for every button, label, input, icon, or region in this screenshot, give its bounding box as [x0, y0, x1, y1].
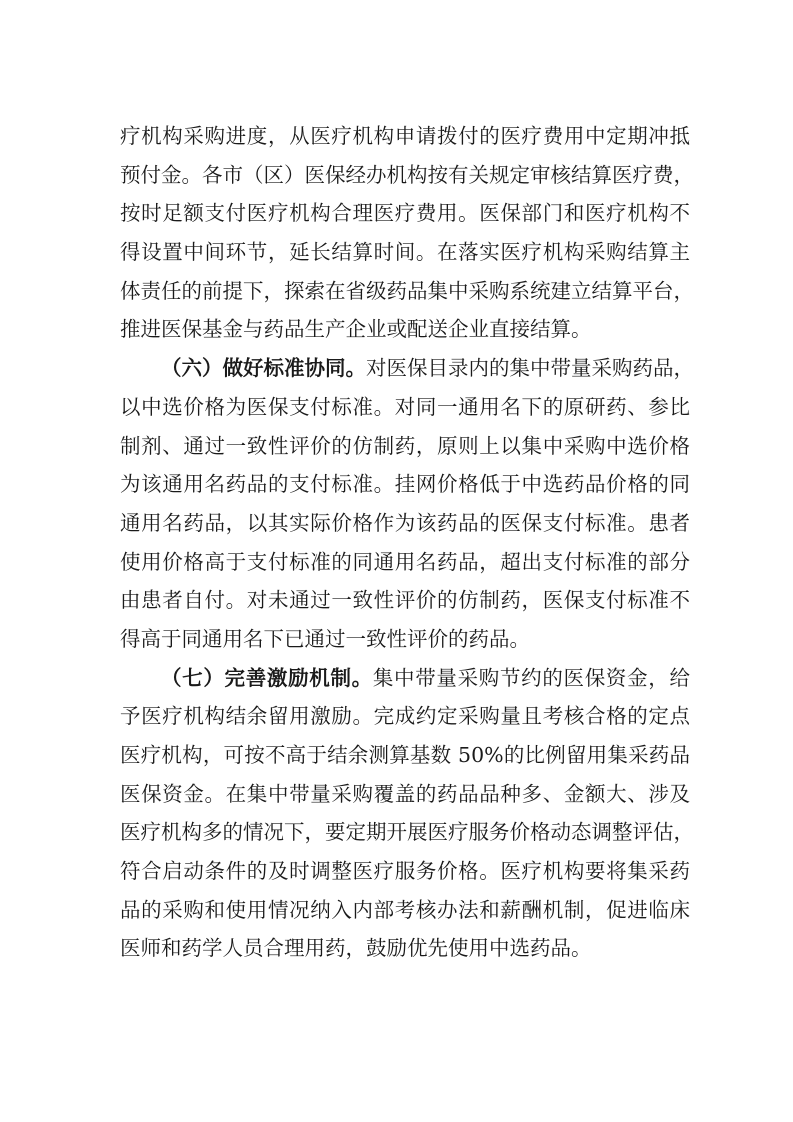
paragraph-line: 医疗机构，可按不高于结余测算基数 50%的比例留用集采药品: [120, 743, 690, 767]
section-6-first-text: 对医保目录内的集中带量采购药品，: [366, 356, 694, 381]
paragraph-line: 得设置中间环节，延长结算时间。在落实医疗机构采购结算主: [120, 240, 690, 265]
section-7-first-text: 集中带量采购节约的医保资金，给: [372, 665, 690, 690]
paragraph-line: 为该通用名药品的支付标准。挂网价格低于中选药品价格的同: [120, 472, 690, 497]
paragraph-line: 由患者自付。对未通过一致性评价的仿制药，医保支付标准不: [120, 588, 690, 613]
paragraph-line: 品的采购和使用情况纳入内部考核办法和薪酬机制，促进临床: [120, 897, 690, 922]
paragraph-line: 预付金。各市（区）医保经办机构按有关规定审核结算医疗费，: [120, 162, 694, 187]
paragraph-line: 按时足额支付医疗机构合理医疗费用。医保部门和医疗机构不: [120, 201, 690, 226]
section-7-first-line: [120, 659, 690, 698]
document-body: [120, 117, 694, 968]
paragraph-line: 医疗机构多的情况下，要定期开展医疗服务价格动态调整评估，: [120, 820, 694, 845]
paragraph-line: 符合启动条件的及时调整医疗服务价格。医疗机构要将集采药: [120, 859, 690, 884]
paragraph-line: 予医疗机构结余留用激励。完成约定采购量且考核合格的定点: [120, 704, 690, 729]
section-7-heading: （七）完善激励机制。: [161, 665, 373, 690]
paragraph-line: 使用价格高于支付标准的同通用名药品，超出支付标准的部分: [120, 549, 690, 574]
section-6-heading: （六）做好标准协同。: [161, 356, 366, 381]
paragraph-line: 体责任的前提下，探索在省级药品集中采购系统建立结算平台，: [120, 278, 694, 303]
paragraph-line: 得高于同通用名下已通过一致性评价的药品。: [120, 626, 530, 651]
paragraph-line: 通用名药品，以其实际价格作为该药品的医保支付标准。患者: [120, 510, 690, 535]
paragraph-line: 疗机构采购进度，从医疗机构申请拨付的医疗费用中定期冲抵: [120, 124, 690, 148]
paragraph-line: 推进医保基金与药品生产企业或配送企业直接结算。: [120, 317, 592, 342]
paragraph-line: 制剂、通过一致性评价的仿制药，原则上以集中采购中选价格: [120, 433, 690, 458]
paragraph-line: 医保资金。在集中带量采购覆盖的药品品种多、金额大、涉及: [120, 781, 690, 806]
paragraph-line: 以中选价格为医保支付标准。对同一通用名下的原研药、参比: [120, 394, 690, 419]
section-6-first-line: [120, 349, 694, 388]
paragraph-line: 医师和药学人员合理用药，鼓励优先使用中选药品。: [120, 936, 592, 961]
